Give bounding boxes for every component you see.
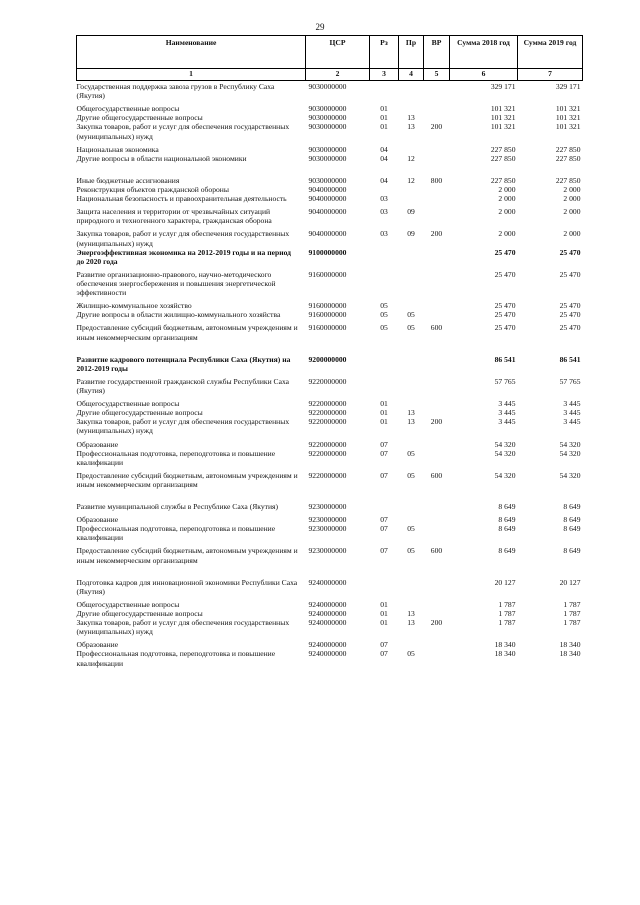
row-name: Закупка товаров, работ и услуг для обеспечения государственных (муниципальных) нужд	[76, 417, 290, 436]
row-vr	[424, 596, 450, 609]
row-csr: 9040000000	[308, 207, 347, 217]
row-pr: 12	[407, 175, 415, 185]
row-pr	[399, 373, 424, 395]
row-pr: 09	[407, 229, 415, 239]
row-pr	[399, 395, 424, 408]
row-name: Закупка товаров, работ и услуг для обеспечения государственных (муниципальных) нужд	[76, 229, 290, 248]
row-csr: 9030000000	[308, 82, 347, 91]
row-sum-2019: 54 320	[559, 470, 581, 480]
table-row	[77, 565, 583, 596]
row-csr: 9220000000	[308, 399, 347, 409]
row-rz	[370, 81, 399, 101]
row-vr: 200	[430, 122, 443, 132]
row-rz: 05	[380, 323, 388, 333]
row-rz: 01	[380, 599, 388, 609]
row-sum-2018: 1 787	[498, 599, 516, 609]
row-csr: 9230000000	[308, 502, 347, 512]
row-vr	[424, 649, 450, 667]
row-name: Предоставление субсидий бюджетным, автономным учреждениям и иным некоммерческим организациям	[76, 546, 298, 565]
table-row	[77, 449, 583, 467]
row-pr	[399, 266, 424, 297]
row-name: Государственная поддержка завоза грузов в Республику Саха (Якутия)	[76, 82, 275, 101]
row-csr: 9230000000	[308, 546, 347, 556]
row-name: Общегосударственные вопросы	[76, 599, 180, 609]
row-rz	[370, 342, 399, 373]
row-sum-2019: 25 470	[559, 310, 581, 320]
row-pr	[399, 185, 424, 194]
row-pr	[399, 511, 424, 524]
row-sum-2019: 25 470	[559, 323, 581, 333]
row-sum-2018: 25 470	[494, 269, 516, 279]
row-sum-2018: 3 445	[498, 417, 516, 427]
row-pr	[399, 565, 424, 596]
table-row	[77, 225, 583, 247]
row-vr: 200	[430, 229, 443, 239]
row-csr: 9030000000	[308, 144, 347, 154]
row-sum-2018: 329 171	[490, 82, 516, 91]
row-vr	[424, 154, 450, 163]
table-row	[77, 248, 583, 266]
row-csr: 9240000000	[308, 649, 347, 659]
row-sum-2019: 25 470	[559, 301, 581, 311]
row-sum-2018: 101 321	[490, 113, 516, 123]
row-pr	[399, 596, 424, 609]
row-csr: 9240000000	[308, 599, 347, 609]
row-csr: 9160000000	[308, 310, 347, 320]
table-row	[77, 609, 583, 618]
row-sum-2018: 18 340	[494, 640, 516, 650]
row-sum-2019: 329 171	[555, 82, 581, 91]
table-row	[77, 122, 583, 140]
row-sum-2019: 1 787	[563, 618, 581, 628]
budget-table	[76, 35, 583, 668]
row-pr	[399, 248, 424, 266]
column-number: 1	[77, 69, 306, 81]
row-rz	[370, 489, 399, 511]
row-rz: 05	[380, 301, 388, 311]
row-vr	[424, 248, 450, 266]
row-sum-2019: 101 321	[555, 113, 581, 123]
row-pr: 13	[407, 609, 415, 619]
row-sum-2019: 18 340	[559, 640, 581, 650]
row-sum-2019: 54 320	[559, 448, 581, 458]
row-sum-2018: 2 000	[498, 207, 516, 217]
row-name: Закупка товаров, работ и услуг для обеспечения государственных (муниципальных) нужд	[76, 122, 290, 141]
row-sum-2019: 1 787	[563, 599, 581, 609]
row-vr	[424, 141, 450, 154]
row-sum-2019: 227 850	[555, 175, 581, 185]
row-vr	[424, 81, 450, 101]
row-sum-2019: 3 445	[563, 417, 581, 427]
row-name: Развитие государственной гражданской службы Республики Саха (Якутия)	[76, 376, 290, 395]
row-csr: 9240000000	[308, 618, 347, 628]
row-rz: 07	[380, 546, 388, 556]
row-vr	[424, 342, 450, 373]
row-name: Жилищно-коммунальное хозяйство	[76, 301, 192, 311]
row-vr	[424, 449, 450, 467]
table-row	[77, 194, 583, 203]
row-pr	[399, 489, 424, 511]
row-rz: 01	[380, 399, 388, 409]
row-vr	[424, 203, 450, 225]
table-row	[77, 511, 583, 524]
table-row	[77, 489, 583, 511]
row-rz: 03	[380, 194, 388, 204]
row-sum-2019: 25 470	[559, 269, 581, 279]
row-sum-2019: 2 000	[563, 194, 581, 204]
table-row	[77, 467, 583, 489]
row-name: Иные бюджетные ассигнования	[76, 175, 180, 185]
row-sum-2018: 1 787	[498, 609, 516, 619]
row-pr: 05	[407, 310, 415, 320]
row-vr: 200	[430, 417, 443, 427]
row-vr	[424, 373, 450, 395]
row-rz: 07	[380, 470, 388, 480]
table-row	[77, 203, 583, 225]
row-vr: 600	[430, 546, 443, 556]
row-sum-2019: 2 000	[563, 229, 581, 239]
row-sum-2018: 227 850	[490, 153, 516, 163]
row-sum-2018: 2 000	[498, 184, 516, 194]
row-csr: 9160000000	[308, 301, 347, 311]
row-pr	[399, 194, 424, 203]
row-rz: 01	[380, 104, 388, 114]
row-sum-2018: 86 541	[494, 354, 516, 364]
row-rz: 03	[380, 229, 388, 239]
row-rz: 03	[380, 207, 388, 217]
row-sum-2019: 54 320	[559, 439, 581, 449]
table-row	[77, 310, 583, 319]
table-row	[77, 636, 583, 649]
table-row	[77, 524, 583, 542]
row-csr: 9200000000	[308, 354, 347, 364]
row-vr	[424, 524, 450, 542]
row-sum-2018: 18 340	[494, 649, 516, 659]
row-name: Энергоэффективная экономика на 2012-2019 годы и на период до 2020 года	[76, 247, 292, 266]
row-pr	[399, 100, 424, 113]
row-vr	[424, 310, 450, 319]
row-csr: 9030000000	[308, 113, 347, 123]
row-name: Национальная экономика	[76, 144, 159, 154]
row-pr: 05	[407, 470, 415, 480]
row-sum-2018: 227 850	[490, 144, 516, 154]
row-rz: 07	[380, 448, 388, 458]
row-rz: 01	[380, 408, 388, 418]
row-sum-2019: 8 649	[563, 546, 581, 556]
row-pr: 12	[407, 153, 415, 163]
page-number: 29	[315, 22, 325, 32]
row-pr	[399, 297, 424, 310]
row-vr: 200	[430, 618, 443, 628]
table-row	[77, 408, 583, 417]
row-csr: 9220000000	[308, 408, 347, 418]
row-sum-2019: 2 000	[563, 207, 581, 217]
row-pr	[399, 436, 424, 449]
row-rz: 07	[380, 515, 388, 525]
column-header-vr: ВР	[424, 36, 450, 69]
row-csr: 9230000000	[308, 515, 347, 525]
row-name: Предоставление субсидий бюджетным, автономным учреждениям и иным некоммерческим организациям	[76, 323, 298, 342]
table-row	[77, 596, 583, 609]
row-rz: 01	[380, 618, 388, 628]
row-name: Образование	[76, 439, 119, 449]
row-rz: 04	[380, 175, 388, 185]
row-name: Образование	[76, 640, 119, 650]
row-sum-2019: 2 000	[563, 184, 581, 194]
row-sum-2019: 18 340	[559, 649, 581, 659]
row-sum-2018: 3 445	[498, 408, 516, 418]
table-row	[77, 163, 583, 185]
table-row	[77, 342, 583, 373]
row-pr: 13	[407, 122, 415, 132]
row-sum-2019: 1 787	[563, 609, 581, 619]
row-rz: 01	[380, 113, 388, 123]
row-sum-2018: 101 321	[490, 122, 516, 132]
row-csr: 9240000000	[308, 577, 347, 587]
row-pr	[399, 81, 424, 101]
row-vr	[424, 266, 450, 297]
row-pr: 13	[407, 408, 415, 418]
row-vr	[424, 194, 450, 203]
row-name: Закупка товаров, работ и услуг для обеспечения государственных (муниципальных) нужд	[76, 618, 290, 637]
row-csr: 9220000000	[308, 448, 347, 458]
column-header-name: Наименование	[77, 36, 306, 69]
column-number: 7	[518, 69, 583, 81]
row-rz: 07	[380, 439, 388, 449]
row-sum-2018: 54 320	[494, 439, 516, 449]
table-body	[77, 81, 583, 668]
row-vr: 600	[430, 470, 443, 480]
row-name: Подготовка кадров для инновационной экономики Республики Саха (Якутия)	[76, 577, 298, 596]
table-row	[77, 185, 583, 194]
column-header-csr: ЦСР	[306, 36, 370, 69]
table-row	[77, 395, 583, 408]
row-name: Другие общегосударственные вопросы	[76, 609, 203, 619]
row-csr: 9240000000	[308, 640, 347, 650]
table-row	[77, 297, 583, 310]
row-sum-2018: 25 470	[494, 310, 516, 320]
row-pr: 13	[407, 618, 415, 628]
row-pr	[399, 141, 424, 154]
table-row	[77, 266, 583, 297]
column-header-sum-2018: Сумма 2018 год	[450, 36, 518, 69]
table-row	[77, 417, 583, 435]
row-rz	[370, 565, 399, 596]
row-sum-2019: 20 127	[559, 577, 581, 587]
row-sum-2019: 101 321	[555, 104, 581, 114]
row-sum-2019: 8 649	[563, 515, 581, 525]
table-header-row	[77, 36, 583, 69]
table-row	[77, 542, 583, 564]
column-number: 4	[399, 69, 424, 81]
row-sum-2018: 1 787	[498, 618, 516, 628]
row-pr: 05	[407, 524, 415, 534]
column-header-sum-2019: Сумма 2019 год	[518, 36, 583, 69]
row-name: Профессиональная подготовка, переподготовка и повышение квалификации	[76, 524, 276, 543]
row-csr: 9030000000	[308, 122, 347, 132]
row-csr: 9030000000	[308, 104, 347, 114]
table-row	[77, 100, 583, 113]
row-rz	[370, 248, 399, 266]
row-name: Образование	[76, 515, 119, 525]
row-vr	[424, 636, 450, 649]
row-sum-2018: 3 445	[498, 399, 516, 409]
table-row	[77, 618, 583, 636]
row-name: Общегосударственные вопросы	[76, 399, 180, 409]
row-sum-2019: 3 445	[563, 408, 581, 418]
row-name: Развитие организационно-правового, научно-методического обеспечения энергосбережения и повышения энергетической эффективности	[76, 269, 276, 298]
row-sum-2019: 8 649	[563, 524, 581, 534]
row-rz: 07	[380, 524, 388, 534]
row-vr	[424, 100, 450, 113]
row-csr: 9040000000	[308, 184, 347, 194]
row-sum-2019: 25 470	[559, 247, 581, 257]
row-rz	[370, 185, 399, 194]
row-vr	[424, 113, 450, 122]
row-name: Национальная безопасность и правоохранительная деятельность	[76, 194, 287, 204]
row-sum-2019: 57 765	[559, 376, 581, 386]
row-sum-2018: 2 000	[498, 229, 516, 239]
row-rz: 01	[380, 122, 388, 132]
row-pr	[399, 636, 424, 649]
row-rz: 04	[380, 153, 388, 163]
row-pr: 05	[407, 323, 415, 333]
row-name: Другие общегосударственные вопросы	[76, 113, 203, 123]
row-sum-2018: 54 320	[494, 470, 516, 480]
table-row	[77, 649, 583, 667]
row-sum-2018: 57 765	[494, 376, 516, 386]
row-sum-2018: 54 320	[494, 448, 516, 458]
row-rz: 01	[380, 417, 388, 427]
row-sum-2018: 25 470	[494, 301, 516, 311]
row-rz: 05	[380, 310, 388, 320]
row-vr	[424, 565, 450, 596]
row-csr: 9220000000	[308, 417, 347, 427]
row-sum-2018: 2 000	[498, 194, 516, 204]
column-number: 2	[306, 69, 370, 81]
row-csr: 9030000000	[308, 175, 347, 185]
row-pr	[399, 342, 424, 373]
row-name: Другие вопросы в области национальной экономики	[76, 153, 247, 163]
row-pr: 13	[407, 113, 415, 123]
row-rz	[370, 266, 399, 297]
row-sum-2018: 8 649	[498, 502, 516, 512]
column-header-rz: Рз	[370, 36, 399, 69]
row-name: Общегосударственные вопросы	[76, 104, 180, 114]
row-csr: 9040000000	[308, 194, 347, 204]
row-name: Другие вопросы в области жилищно-коммунального хозяйства	[76, 310, 281, 320]
row-rz: 07	[380, 649, 388, 659]
row-sum-2018: 25 470	[494, 247, 516, 257]
row-csr: 9160000000	[308, 323, 347, 333]
row-name: Развитие муниципальной службы в Республике Саха (Якутия)	[76, 502, 279, 512]
row-pr: 09	[407, 207, 415, 217]
row-rz: 01	[380, 609, 388, 619]
row-vr	[424, 408, 450, 417]
row-sum-2018: 8 649	[498, 546, 516, 556]
row-sum-2019: 86 541	[559, 354, 581, 364]
column-number: 6	[450, 69, 518, 81]
row-sum-2019: 101 321	[555, 122, 581, 132]
row-csr: 9030000000	[308, 153, 347, 163]
row-rz: 04	[380, 144, 388, 154]
row-sum-2018: 8 649	[498, 515, 516, 525]
column-header-pr: Пр	[399, 36, 424, 69]
row-name: Профессиональная подготовка, переподготовка и повышение квалификации	[76, 649, 276, 668]
row-sum-2018: 20 127	[494, 577, 516, 587]
column-number: 5	[424, 69, 450, 81]
row-csr: 9240000000	[308, 609, 347, 619]
row-name: Предоставление субсидий бюджетным, автономным учреждениям и иным некоммерческим организациям	[76, 470, 298, 489]
table-row	[77, 436, 583, 449]
table-row	[77, 154, 583, 163]
row-sum-2018: 25 470	[494, 323, 516, 333]
row-csr: 9220000000	[308, 470, 347, 480]
row-vr: 600	[430, 323, 443, 333]
row-name: Другие общегосударственные вопросы	[76, 408, 203, 418]
row-vr	[424, 436, 450, 449]
row-csr: 9230000000	[308, 524, 347, 534]
row-sum-2018: 8 649	[498, 524, 516, 534]
row-name: Защита населения и территории от чрезвычайных ситуаций природного и техногенного характера, гражданская оборона	[76, 207, 272, 226]
table-row	[77, 81, 583, 101]
table-row	[77, 319, 583, 341]
row-csr: 9040000000	[308, 229, 347, 239]
row-csr: 9160000000	[308, 269, 347, 279]
row-sum-2019: 227 850	[555, 144, 581, 154]
row-sum-2019: 8 649	[563, 502, 581, 512]
row-csr: 9220000000	[308, 439, 347, 449]
row-vr	[424, 297, 450, 310]
row-pr: 05	[407, 649, 415, 659]
row-name: Развитие кадрового потенциала Республики Саха (Якутия) на 2012-2019 годы	[76, 354, 291, 373]
row-vr	[424, 185, 450, 194]
row-sum-2018: 227 850	[490, 175, 516, 185]
row-vr	[424, 511, 450, 524]
row-name: Реконструкция объектов гражданской обороны	[76, 184, 229, 194]
row-pr: 05	[407, 448, 415, 458]
row-csr: 9100000000	[308, 247, 347, 257]
row-csr: 9220000000	[308, 376, 347, 386]
row-pr: 05	[407, 546, 415, 556]
column-number: 3	[370, 69, 399, 81]
column-number-row	[77, 69, 583, 81]
row-sum-2019: 227 850	[555, 153, 581, 163]
table-row	[77, 113, 583, 122]
row-vr	[424, 395, 450, 408]
row-vr	[424, 489, 450, 511]
table-row	[77, 373, 583, 395]
row-vr: 800	[430, 175, 443, 185]
row-rz	[370, 373, 399, 395]
row-vr	[424, 609, 450, 618]
table-row	[77, 141, 583, 154]
row-sum-2019: 3 445	[563, 399, 581, 409]
row-sum-2018: 101 321	[490, 104, 516, 114]
row-rz: 07	[380, 640, 388, 650]
row-pr: 13	[407, 417, 415, 427]
row-name: Профессиональная подготовка, переподготовка и повышение квалификации	[76, 448, 276, 467]
